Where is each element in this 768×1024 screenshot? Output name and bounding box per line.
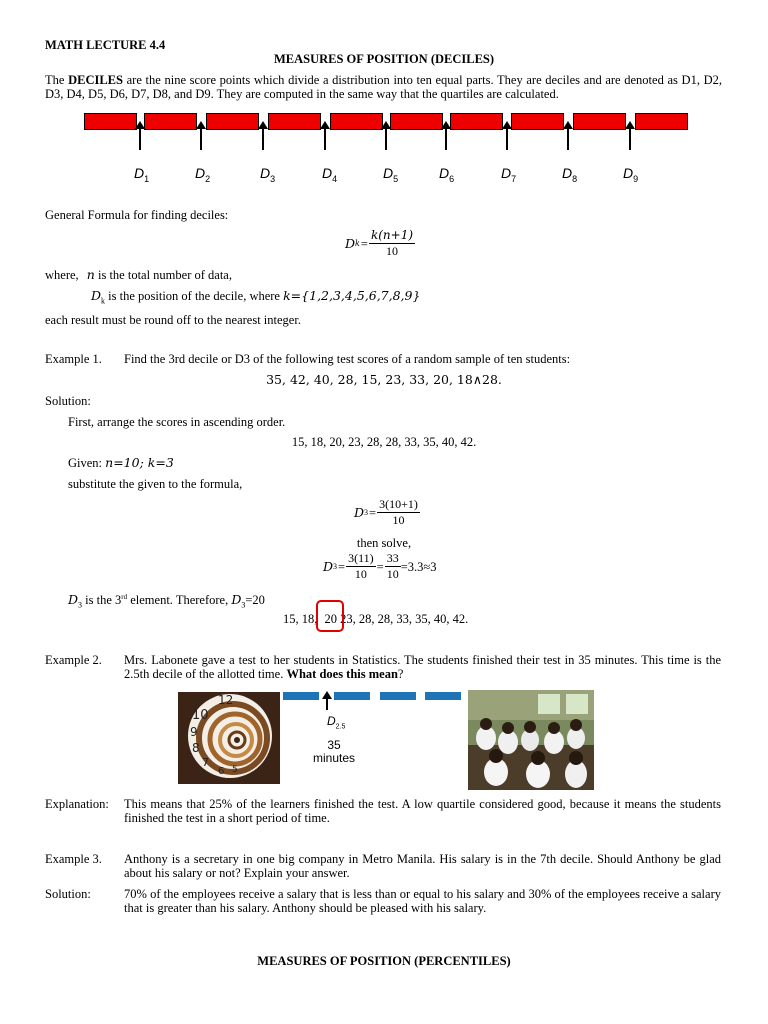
lecture-label: MATH LECTURE 4.4: [45, 38, 166, 52]
decile-segment: [84, 113, 137, 130]
intro-lead: The: [45, 73, 69, 87]
example3-question: Anthony is a secretary in one big company in Metro Manila. His salary is in the 7th decile. Should Anthony be glad about his salary or not? Explain your answer.: [124, 852, 721, 880]
decile-label-d1: $D_1$: [134, 165, 150, 184]
time-segment: [380, 692, 416, 700]
time-segment: [283, 692, 319, 700]
decile-label-d7: $D_7$: [501, 165, 517, 184]
substitute-text: substitute the given to the formula,: [68, 477, 243, 491]
classroom-photo: [468, 690, 594, 790]
decile-label-d9: $D_9$: [623, 165, 639, 184]
explanation-text: This means that 25% of the learners finished the test. A low quartile considered good, because it means the students finished the test in a short period of time.: [124, 797, 721, 825]
solution-label: Solution:: [45, 394, 91, 408]
where-n-line: where, n is the total number of data,: [45, 267, 232, 282]
decile-label-d5: $D_5$: [383, 165, 399, 184]
decile-segment: [390, 113, 443, 130]
decile-arrow-icon: [324, 128, 326, 150]
svg-text:8: 8: [192, 741, 200, 755]
decile-arrow-icon: [262, 128, 264, 150]
then-solve-text: then solve,: [356, 536, 412, 550]
third-decile-value: 20: [324, 612, 337, 626]
svg-text:5: 5: [232, 765, 238, 775]
time-caption: 35 minutes: [312, 738, 356, 765]
decile-arrow-icon: [200, 128, 202, 150]
time-segment: [334, 692, 370, 700]
example3-solution-label: Solution:: [45, 887, 91, 901]
decile-label-d3: $D_3$: [260, 165, 276, 184]
time-arrow-icon: [326, 698, 328, 710]
decile-arrow-icon: [567, 128, 569, 150]
example1-data: 35, 42, 40, 28, 15, 23, 33, 20, 18∧28.: [266, 372, 502, 387]
decile-arrow-icon: [139, 128, 141, 150]
svg-text:10: 10: [192, 708, 209, 723]
example2-text: Mrs. Labonete gave a test to her students in Statistics. The students finished their test in 35 minutes. This time is the 2.5th decile of the allotted time. What does this mean?: [124, 653, 721, 681]
example1-question: Find the 3rd decile or D3 of the following test scores of a random sample of ten students:: [124, 352, 571, 366]
sorted-data: 15, 18, 20, 23, 28, 28, 33, 35, 40, 42.: [291, 435, 477, 449]
formula-denominator: 10: [385, 244, 398, 258]
example1-label: Example 1.: [45, 352, 102, 366]
formula-numerator: k(n+1): [370, 228, 414, 242]
decile-figure: [0, 0, 768, 200]
example2-label: Example 2.: [45, 653, 102, 667]
decile-segment: [573, 113, 626, 130]
example3-solution: 70% of the employees receive a salary that is less than or equal to his salary and 30% of the employees receive a salary that is greater than his salary. Anthony should be pleased with his salary.: [124, 887, 721, 915]
decile-segment: [450, 113, 503, 130]
time-segment: [425, 692, 461, 700]
example3-label: Example 3.: [45, 852, 102, 866]
intro-rest: are the nine score points which divide a distribution into ten equal parts. They are deciles and are denoted as D1, D2, D3, D4, D5, D6, D7, D8, and D9. They are computed in the same way that the quartiles are calculated.: [45, 73, 722, 101]
decile-label-d6: $D_6$: [439, 165, 455, 184]
decile-segment: [511, 113, 564, 130]
given-line: Given: n=10; k=3: [68, 455, 174, 470]
page-title: MEASURES OF POSITION (DECILES): [273, 52, 495, 66]
spiral-clock-image: [178, 692, 280, 784]
step1-text: First, arrange the scores in ascending order.: [68, 415, 286, 429]
decile-label-d2: $D_2$: [195, 165, 211, 184]
formula-lhs: D: [345, 235, 356, 251]
svg-text:9: 9: [190, 725, 198, 739]
decile-formula: D k = $\frac{k(n+1)}{10}$: [345, 228, 414, 258]
highlighted-data: 15, 18, 20 23, 28, 28, 33, 35, 40, 42.: [283, 612, 469, 626]
equation-step1: D 3 = $\frac{3(10+1)}{10}$: [354, 497, 418, 527]
svg-text:7: 7: [202, 756, 209, 769]
conclusion-line: $D_3$ is the 3rd element. Therefore, $D_3=20$: [68, 592, 265, 610]
decile-segment: [206, 113, 259, 130]
decile-arrow-icon: [629, 128, 631, 150]
svg-text:6: 6: [218, 766, 225, 777]
decile-segment: [330, 113, 383, 130]
where-d-line: $D_k$ is the position of the decile, where k={1,2,3,4,5,6,7,8,9}: [91, 288, 421, 306]
next-section-title: MEASURES OF POSITION (PERCENTILES): [257, 954, 511, 968]
decile-segment: [635, 113, 688, 130]
decile-arrow-icon: [385, 128, 387, 150]
svg-text:12: 12: [218, 693, 234, 707]
decile-label-d8: $D_8$: [562, 165, 578, 184]
decile-arrow-icon: [445, 128, 447, 150]
decile-segment: [144, 113, 197, 130]
decile-label-d4: $D_4$: [322, 165, 338, 184]
decile-arrow-icon: [506, 128, 508, 150]
decile-segment: [268, 113, 321, 130]
explanation-label: Explanation:: [45, 797, 109, 811]
intro-term: DECILES: [68, 73, 123, 87]
formula-intro: General Formula for finding deciles:: [45, 208, 229, 222]
rounding-note: each result must be round off to the nearest integer.: [45, 313, 301, 327]
time-decile-label: $D_{2.5}$: [327, 714, 346, 731]
equation-step2: D 3 = $\frac{3(11)}{10}$ = $\frac{33}{10}$ =3.3≈3: [323, 551, 437, 581]
highlight-box: [316, 600, 344, 632]
